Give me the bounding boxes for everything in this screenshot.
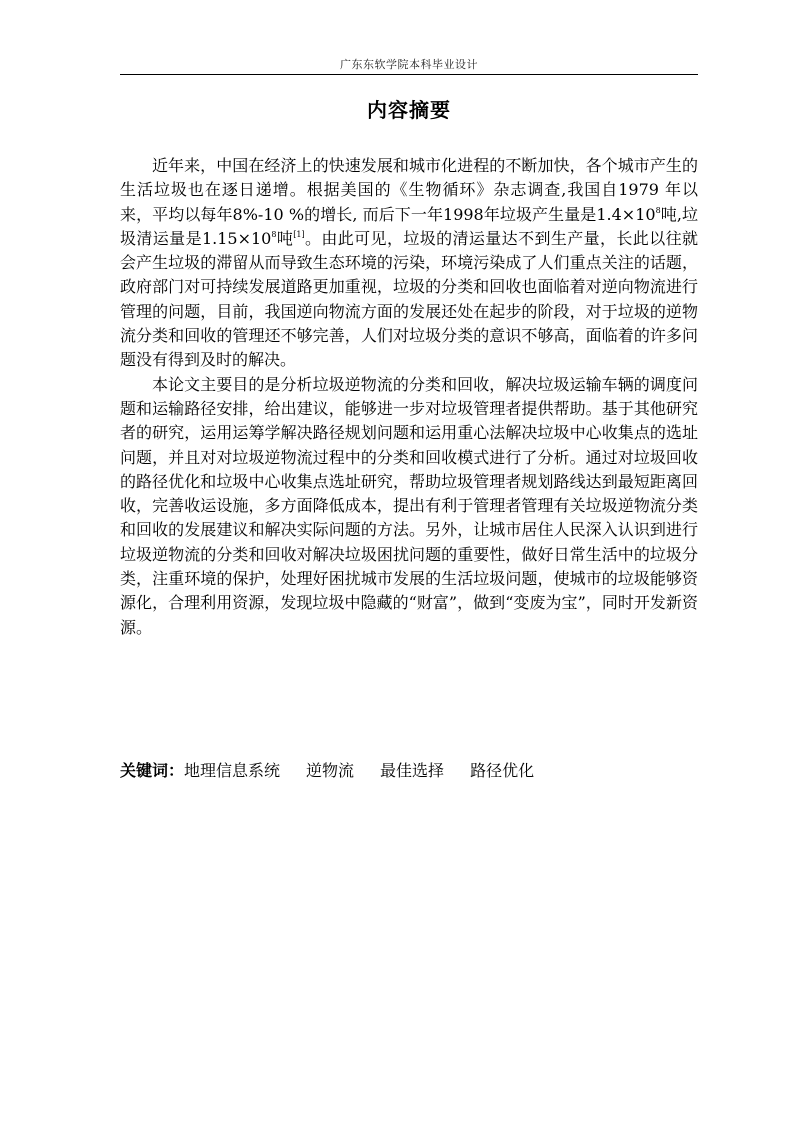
paragraph-1-text-a: 近年来，中国在经济上的快速发展和城市化进程的不断加快，各个城市产生的生活垃圾也在逐日递增。根据美国的《生物循环》杂志调查,我国自1979 年以来，平均以每年8%-10 %的增长, 而后下一年1998年垃圾产生量是1.4×10 xyxy=(120,156,698,224)
running-header: 广东东软学院本科毕业设计 xyxy=(340,58,478,71)
exponent-a: 8 xyxy=(655,205,661,215)
citation-marker: [1] xyxy=(293,229,305,239)
exponent-b: 8 xyxy=(271,229,277,239)
keywords-line xyxy=(120,759,698,783)
abstract-body xyxy=(120,154,698,640)
keyword-item: 逆物流 xyxy=(306,761,355,780)
page-title: 内容摘要 xyxy=(367,98,451,122)
abstract-paragraph-1 xyxy=(120,154,698,373)
keyword-item: 最佳选择 xyxy=(380,761,445,780)
keyword-item: 路径优化 xyxy=(470,761,535,780)
keywords-label: 关键词： xyxy=(120,761,185,780)
keyword-item: 地理信息系统 xyxy=(184,761,281,780)
header-divider xyxy=(120,74,698,75)
abstract-paragraph-2: 本论文主要目的是分析垃圾逆物流的分类和回收，解决垃圾运输车辆的调度问题和运输路径安排，给出建议，能够进一步对垃圾管理者提供帮助。基于其他研究者的研究，运用运筹学解决路径规划问题和运用重心法解决垃圾中心收集点的选址问题，并且对对垃圾逆物流过程中的分类和回收模式进行了分析。通过对垃圾回收的路径优化和垃圾中心收集点选址研究，帮助垃圾管理者规划路线达到最短距离回收，完善收运设施，多方面降低成本，提出有利于管理者管理有关垃圾逆物流分类和回收的发展建议和解决实际问题的方法。另外，让城市居住人民深入认识到进行垃圾逆物流的分类和回收对解决垃圾困扰问题的重要性，做好日常生活中的垃圾分类，注重环境的保护，处理好困扰城市发展的生活垃圾问题，使城市的垃圾能够资源化，合理利用资源，发现垃圾中隐藏的“财富”，做到“变废为宝”，同时开发新资源。 xyxy=(120,374,698,637)
paragraph-1-text-b: 吨,垃圾清运量是1.15×10 xyxy=(120,204,698,248)
paragraph-1-text-c: 吨 xyxy=(276,228,294,248)
paragraph-1-text-d: 。由此可见，垃圾的清运量达不到生产量，长此以往就会产生垃圾的滞留从而导致生态环境的污染，环境污染成了人们重点关注的话题，政府部门对可持续发展道路更加重视，垃圾的分类和回收也面临着对逆向物流进行管理的问题，目前，我国逆向物流方面的发展还处在起步的阶段，对于垃圾的逆物流分类和回收的管理还不够完善，人们对垃圾分类的意识不够高，面临着的许多问题没有得到及时的解决。 xyxy=(120,228,698,370)
